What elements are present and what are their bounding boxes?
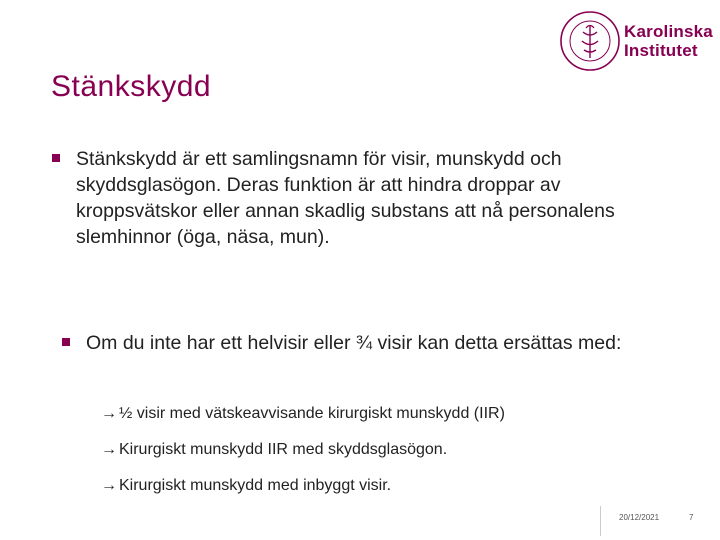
seal-icon (558, 8, 622, 74)
karolinska-logo (558, 8, 718, 80)
arrow-list-item (101, 404, 505, 424)
arrow-list-item (101, 440, 447, 460)
footer-date: 20/12/2021 (619, 513, 660, 522)
logo-line-2: Institutet (624, 41, 698, 60)
arrow-icon: → (101, 477, 117, 494)
arrow-icon: → (101, 441, 117, 458)
footer-divider (600, 506, 601, 536)
arrow-item-text: Kirurgiskt munskydd med inbyggt visir. (119, 477, 392, 494)
page-title: Stänkskydd (51, 70, 212, 103)
arrow-icon: → (101, 405, 117, 422)
logo-line-1: Karolinska (624, 22, 713, 41)
page-number: 7 (689, 513, 694, 522)
bullet-paragraph-1 (76, 146, 666, 250)
paragraph-2-text: Om du inte har ett helvisir eller ¾ visir kan detta ersättas med: (86, 332, 622, 354)
arrow-item-text: Kirurgiskt munskydd IIR med skyddsglasögon. (119, 441, 448, 458)
paragraph-1-text: Stänkskydd är ett samlingsnamn för visir, munskydd och skyddsglasögon. Deras funktion är att hindra droppar av kroppsvätskor eller annan skadlig substans att nå personalens slemhinnor (öga, näsa, mun). (76, 148, 615, 248)
arrow-list-item (101, 476, 391, 496)
arrow-item-text: ½ visir med vätskeavvisande kirurgiskt munskydd (IIR) (119, 405, 505, 422)
square-bullet-icon (52, 154, 60, 162)
bullet-paragraph-2 (86, 330, 666, 356)
square-bullet-icon (62, 338, 70, 346)
